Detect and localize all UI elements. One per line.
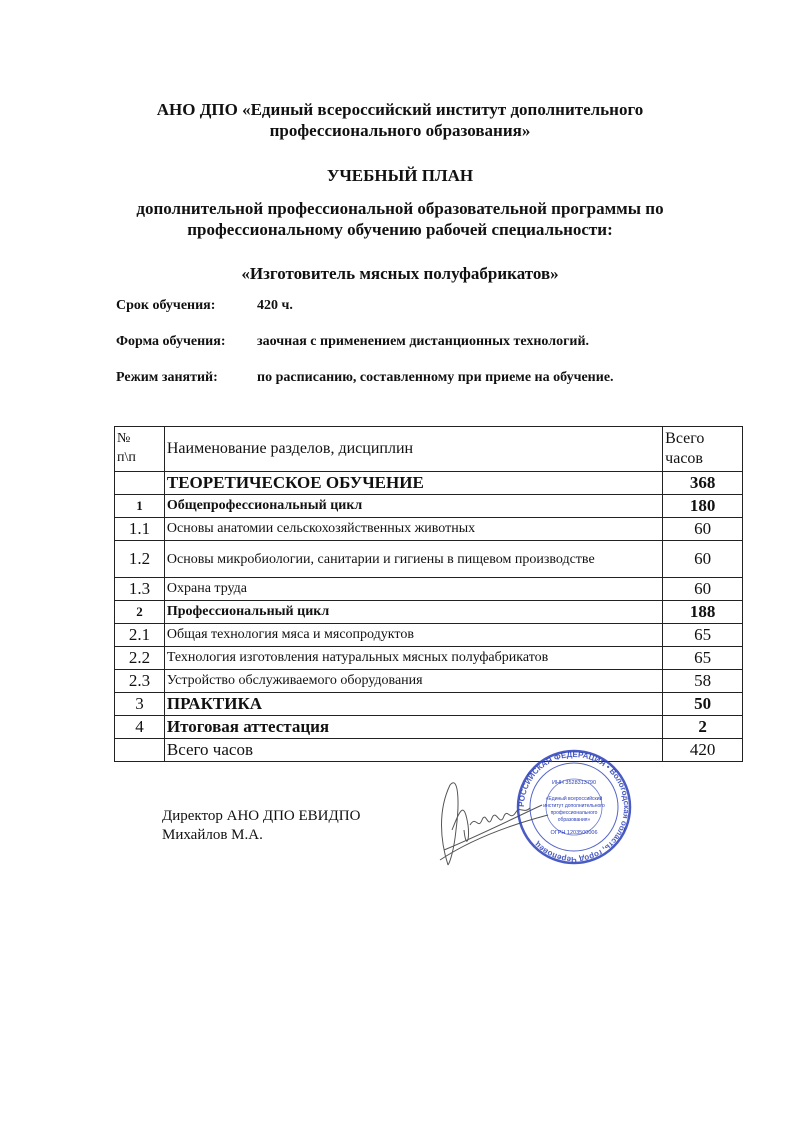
row-hours: 50 <box>663 693 743 716</box>
row-number: 2.2 <box>115 647 165 670</box>
table-row-total <box>115 739 743 762</box>
header-name: Наименование разделов, дисциплин <box>164 427 662 472</box>
program-name: «Изготовитель мясных полуфабрикатов» <box>241 264 559 283</box>
row-hours: 368 <box>663 472 743 495</box>
row-number: 1.2 <box>115 541 165 578</box>
stamp-center-line3: профессионального <box>550 810 598 816</box>
row-hours: 420 <box>663 739 743 762</box>
organization-name-line2: профессионального образования» <box>269 121 531 140</box>
document-title: УЧЕБНЫЙ ПЛАН <box>326 166 474 185</box>
table-row <box>115 518 743 541</box>
row-number: 1 <box>115 495 165 518</box>
row-number: 2.3 <box>115 670 165 693</box>
schedule-value: по расписанию, составленному при приеме на обучение. <box>257 370 614 385</box>
signatory-name: Михайлов М.А. <box>162 827 263 843</box>
row-number <box>115 472 165 495</box>
organization-name-line1: АНО ДПО «Единый всероссийский институт дополнительного <box>156 100 644 119</box>
header-hours <box>663 427 743 472</box>
row-hours: 60 <box>663 541 743 578</box>
row-name: Профессиональный цикл <box>164 601 662 624</box>
row-hours: 65 <box>663 647 743 670</box>
program-description-line2: профессиональному обучению рабочей специальности: <box>187 220 613 239</box>
row-name: Технология изготовления натуральных мясных полуфабрикатов <box>164 647 662 670</box>
stamp-center-line1: «Единый всероссийский <box>545 796 603 802</box>
table-row <box>115 693 743 716</box>
signatory <box>162 807 360 845</box>
row-name: Охрана труда <box>164 578 662 601</box>
signatory-position: Директор АНО ДПО ЕВИДПО <box>162 808 361 824</box>
program-description <box>0 198 800 240</box>
row-name: ПРАКТИКА <box>164 693 662 716</box>
official-stamp <box>515 748 633 866</box>
header-number-line1: № <box>117 431 131 446</box>
curriculum-table <box>114 426 743 762</box>
study-form-label: Форма обучения: <box>116 334 226 349</box>
row-hours: 180 <box>663 495 743 518</box>
row-number: 2 <box>115 601 165 624</box>
duration-value: 420 ч. <box>257 298 293 313</box>
schedule-label: Режим занятий: <box>116 370 218 385</box>
table-row <box>115 601 743 624</box>
stamp-outer-text: РОССИЙСКАЯ ФЕДЕРАЦИЯ • Вологодская область, город Череповец <box>516 749 632 865</box>
table-header-row <box>115 427 743 472</box>
header-number-line2: п\п <box>117 450 136 465</box>
row-hours: 2 <box>663 716 743 739</box>
row-name: Основы анатомии сельскохозяйственных животных <box>164 518 662 541</box>
table-row <box>115 624 743 647</box>
header-hours-line2: часов <box>665 450 703 467</box>
table-row <box>115 495 743 518</box>
row-name: ТЕОРЕТИЧЕСКОЕ ОБУЧЕНИЕ <box>164 472 662 495</box>
row-number: 2.1 <box>115 624 165 647</box>
row-number: 1.1 <box>115 518 165 541</box>
table-row <box>115 670 743 693</box>
row-hours: 58 <box>663 670 743 693</box>
row-hours: 188 <box>663 601 743 624</box>
row-name: Итоговая аттестация <box>164 716 662 739</box>
stamp-center-line2: институт дополнительного <box>543 803 605 809</box>
row-name: Всего часов <box>164 739 662 762</box>
header-number <box>115 427 165 472</box>
organization-name <box>0 99 800 141</box>
row-name: Общепрофессиональный цикл <box>164 495 662 518</box>
table-row <box>115 647 743 670</box>
stamp-inn: ИНН 3528313790 <box>551 780 597 786</box>
row-hours: 60 <box>663 518 743 541</box>
row-number: 3 <box>115 693 165 716</box>
row-name: Общая технология мяса и мясопродуктов <box>164 624 662 647</box>
duration-label: Срок обучения: <box>116 298 216 313</box>
table-row <box>115 716 743 739</box>
stamp-center-line4: образования» <box>557 817 591 823</box>
row-number: 4 <box>115 716 165 739</box>
row-name: Устройство обслуживаемого оборудования <box>164 670 662 693</box>
row-number: 1.3 <box>115 578 165 601</box>
row-hours: 65 <box>663 624 743 647</box>
row-name: Основы микробиологии, санитарии и гигиены в пищевом производстве <box>164 541 662 578</box>
program-description-line1: дополнительной профессиональной образовательной программы по <box>136 199 664 218</box>
header-hours-line1: Всего <box>665 430 705 447</box>
table-row <box>115 472 743 495</box>
row-hours: 60 <box>663 578 743 601</box>
table-row <box>115 578 743 601</box>
study-form-value: заочная с применением дистанционных технологий. <box>257 334 590 349</box>
row-number <box>115 739 165 762</box>
stamp-ogrn: ОГРН 1203500006 <box>550 830 598 836</box>
table-row <box>115 541 743 578</box>
